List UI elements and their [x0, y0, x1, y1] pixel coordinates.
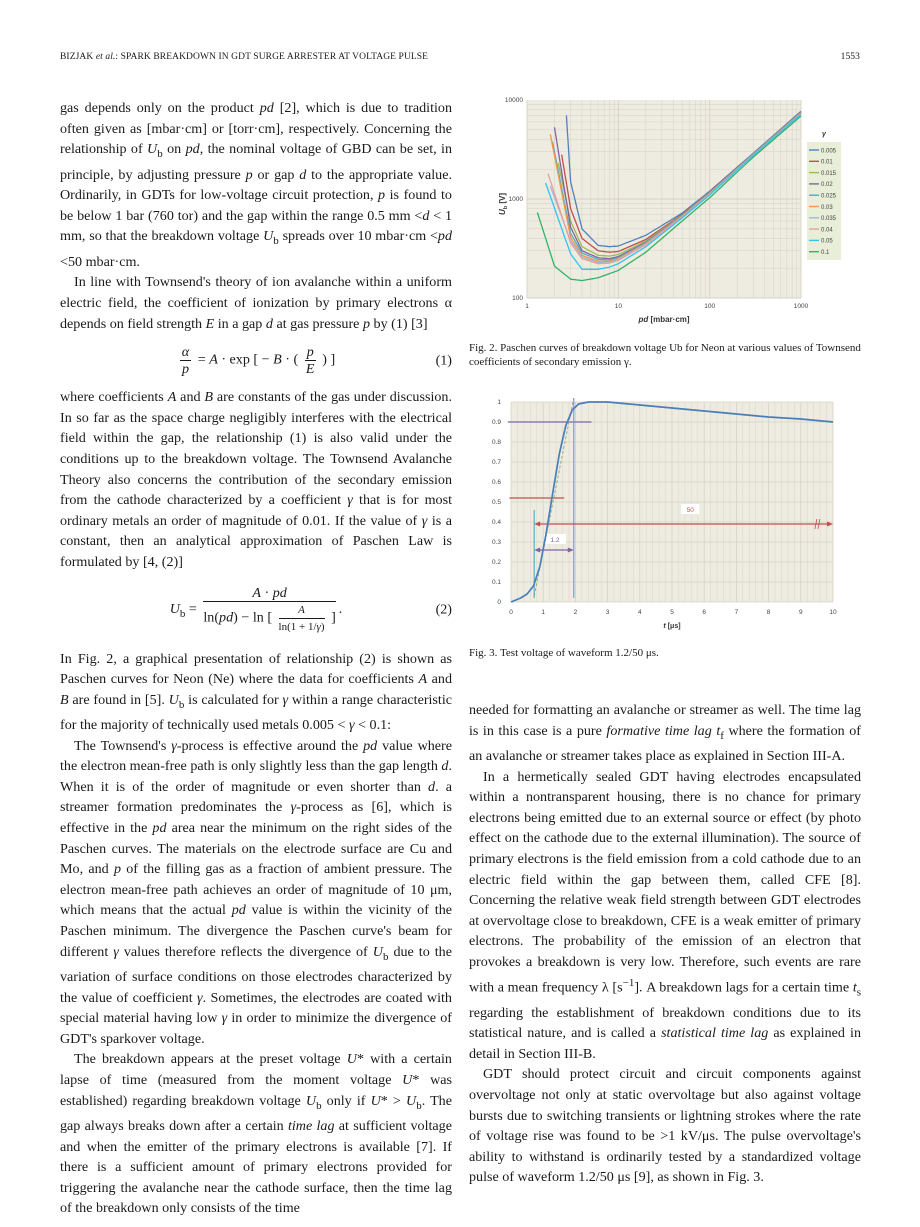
- svg-text:4: 4: [637, 609, 642, 616]
- svg-text:pd [mbar·cm]: pd [mbar·cm]: [638, 315, 690, 324]
- figure-2-caption: Fig. 2. Paschen curves of breakdown voltage Ub for Neon at various values of Townsend coefficients of secondary emission γ.: [469, 342, 861, 368]
- svg-text:5: 5: [670, 609, 674, 616]
- svg-text:8: 8: [766, 609, 771, 616]
- svg-text:1: 1: [497, 399, 501, 406]
- paragraph: where coefficients A and B are constants of the gas under discussion. In so far as the space charge negligibly interferes with the electrical field within the gap, the relationship (1) is also valid under the conditions up to the breakdown voltage. The Townsend Avalanche Theory also concerns the contribution of the secondary emission from the cathode characterized by a coefficient γ that is for most ordinary metals an order of magnitude of 0.01. If the value of γ is a constant, then an analytical approximation of Paschen Law is formulated by [4, (2)]: [60, 389, 452, 570]
- running-header: [60, 52, 860, 66]
- paragraph: needed for formatting an avalanche or streamer as well. The time lag is in this case is a pure formative time lag $t_f$ where the formation of an avalanche or streamer takes place as explained in Section III-A.: [469, 702, 861, 764]
- svg-text:7: 7: [734, 609, 739, 616]
- svg-text:0.7: 0.7: [491, 459, 501, 466]
- svg-text:0.8: 0.8: [491, 439, 501, 446]
- svg-text:10: 10: [614, 303, 622, 310]
- svg-text:0.02: 0.02: [821, 182, 833, 189]
- svg-text:0.04: 0.04: [821, 227, 833, 234]
- svg-text:100: 100: [704, 303, 716, 310]
- paragraph: gas depends only on the product pd [2], which is due to tradition often given as [mbar·cm] or [torr·cm], respectively. Concerning the relationship of $U_b$ on pd, the nominal voltage of GBD can be set, in principle, by adjusting pressure p or gap d to the appropriate value. Ordinarily, in GDTs for low-voltage circuit protection, p is found to be below 1 bar (760 tor) and the gap within the range 0.5 mm <d < 1 mm, so that the breakdown voltage $U_b$ spreads over 10 mbar·cm <pd <50 mbar·cm.: [60, 100, 453, 270]
- paragraph: The breakdown appears at the preset voltage U* with a certain lapse of time (measured from the moment voltage U* was established) regarding breakdown voltage $U_b$ only if $U* > U_b$. The gap always breaks down after a certain time lag at sufficient voltage and when the emitter of the primary electrons is available [7]. If there is a sufficient amount of primary electrons provided for triggering the avalanche near the cathode surface, then the time lag of the breakdown only consists of the time: [60, 1051, 452, 1217]
- pulse-chart-svg: [469, 388, 869, 648]
- figure-3-caption: Fig. 3. Test voltage of waveform 1.2/50 μs.: [469, 647, 659, 659]
- svg-text:0.01: 0.01: [821, 159, 833, 166]
- right-column: [469, 700, 861, 1188]
- paragraph: In Fig. 2, a graphical presentation of relationship (2) is shown as Paschen curves for Neon (Ne) where the data for coefficients A and B are found in [5]. $U_b$ is calculated for γ within a range characteristic for the majority of technically used metals 0.005 < γ < 0.1:: [60, 650, 453, 734]
- paragraph: The Townsend's γ-process is effective around the pd value where the electron mean-free path is only slightly less than the gap length d. When it is of the order of magnitude or even shorter than d. a streamer formation predominates the γ-process as [6], which is effective in the pd area near the minimum on the right sides of the Paschen curves. The materials on the electrode surface are Cu and Mo, and p of the filling gas as a fraction of ambient pressure. The electron mean-free path achieves an order of magnitude of 10 μm, which means that the actual pd value is within the vicinity of the Paschen minimum. The divergence the Paschen curve's beam for different γ values therefore reflects the divergence of $U_b$ due to the variation of surface conditions on those electrodes characterized by the value of coefficient γ. Sometimes, the electrodes are coated with special material having low γ in order to minimize the divergence of GDT's sparkover voltage.: [60, 737, 453, 1047]
- svg-text:0.1: 0.1: [491, 579, 501, 586]
- svg-text:0.5: 0.5: [491, 499, 501, 506]
- paragraph: GDT should protect circuit and circuit components against overvoltage not only at static overvoltage but also against voltage bursts due to switching transients or lightning strokes where the rate of voltage rise was found to be >1 kV/μs. The pulse overvoltage's ability to withstand is ordinarily tested by a standardized voltage pulse of waveform 1.2/50 μs [9], as shown in Fig. 3.: [469, 1066, 861, 1186]
- left-column: [60, 98, 452, 1219]
- svg-text:2: 2: [573, 609, 578, 616]
- svg-text:10: 10: [829, 609, 837, 616]
- equation-1: $\frac{\alpha}{p}$ = A · exp [ − B · ( $\frac{p}{E}$ ) ] (1): [181, 344, 452, 378]
- figure-3-pulse-chart: [469, 388, 869, 628]
- equation-number: (1): [435, 352, 452, 369]
- svg-text:0.1: 0.1: [821, 250, 830, 256]
- svg-text:0.035: 0.035: [821, 216, 837, 223]
- svg-text:0.025: 0.025: [821, 193, 837, 200]
- svg-text:100: 100: [512, 295, 523, 302]
- svg-text:γ: γ: [822, 131, 826, 138]
- svg-text:0: 0: [509, 609, 513, 616]
- svg-text:0.3: 0.3: [491, 539, 501, 546]
- svg-text:0.2: 0.2: [491, 559, 501, 566]
- svg-text:0.05: 0.05: [821, 238, 833, 245]
- svg-text:10000: 10000: [504, 97, 523, 104]
- svg-text:t [μs]: t [μs]: [663, 623, 681, 630]
- svg-text:Ub [V]: $U_b$ [V]: [498, 192, 509, 216]
- equation-2: $U_b$ = A · pd ln(pd) − ln [ $\frac{A}{\ln(1 + 1/\gamma)}$ ] . (2): [169, 584, 452, 633]
- svg-text:1000: 1000: [793, 303, 809, 310]
- svg-text:0.03: 0.03: [821, 204, 833, 211]
- svg-text:50: 50: [686, 507, 694, 514]
- paragraph: In line with Townsend's theory of ion avalanche within a uniform electric field, the coefficient of ionization by primary electrons α depends on field strength E in a gap d at gas pressure p by (1) [3]: [60, 274, 452, 332]
- paragraph: In a hermetically sealed GDT having electrodes encapsulated within a nontransparent housing, there is no chance for primary electrons being emitted due to an external source or effect (by photo effect on the cathode due to the external illumination). The source of primary electrons is the field emission from a cold cathode due to an electric field within the gap between them, called CFE [8]. Concerning the relative weak field strength between GDT electrodes at overvoltage close to breakdown, CFE is a weak emitter of primary electrons. The probability of the emission of an electron that provokes a breakdown is very low. Therefore, such events are rare with a mean frequency λ $[s^{-1}]$. A breakdown lags for a certain time $t_s$ regarding the establishment of breakdown conditions due to its statistical nature, and is called a statistical time lag as explained in detail in Section III-B.: [469, 768, 862, 1062]
- figure-2-paschen-chart: [469, 92, 869, 332]
- svg-text:0.005: 0.005: [821, 148, 837, 155]
- svg-text:0.4: 0.4: [491, 519, 501, 526]
- svg-text:0.9: 0.9: [491, 419, 501, 426]
- equation-number: (2): [435, 601, 452, 618]
- svg-text:1: 1: [525, 303, 529, 310]
- svg-text:9: 9: [798, 609, 803, 616]
- svg-text:6: 6: [702, 609, 707, 616]
- svg-text:3: 3: [605, 609, 610, 616]
- svg-text:0: 0: [497, 599, 501, 606]
- svg-text:0.6: 0.6: [491, 479, 501, 486]
- svg-text:1000: 1000: [508, 196, 523, 203]
- page-number: 1553: [840, 52, 860, 62]
- svg-text:1.2: 1.2: [550, 537, 560, 544]
- paschen-chart-svg: [469, 92, 869, 332]
- running-title: BIZJAK et al.: SPARK BREAKDOWN IN GDT SURGE ARRESTER AT VOLTAGE PULSE: [60, 52, 429, 62]
- svg-text:1: 1: [541, 609, 546, 616]
- svg-text:0.015: 0.015: [821, 170, 837, 177]
